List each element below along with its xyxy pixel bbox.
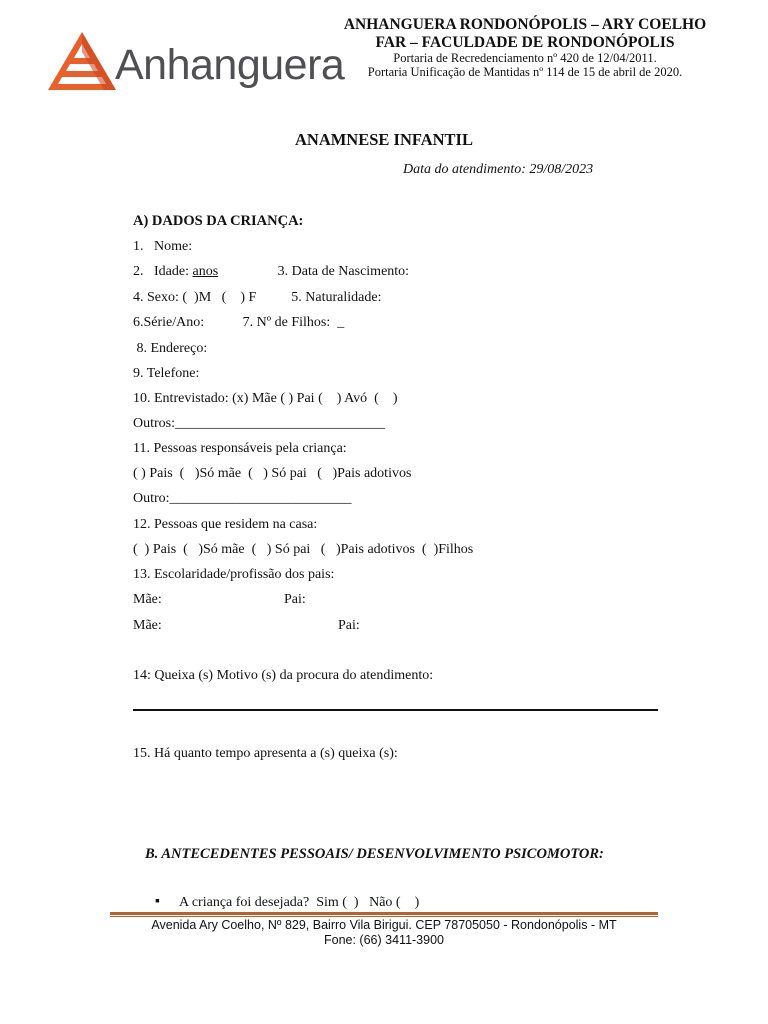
field-serie-filhos: 6.Série/Ano: 7. Nº de Filhos: _ bbox=[133, 315, 345, 330]
field-idade-unit: anos bbox=[192, 264, 219, 279]
logo-wordmark: Anhanguera bbox=[115, 41, 345, 89]
field-responsaveis-options: ( ) Pais ( )Só mãe ( ) Só pai ( )Pais adotivos bbox=[133, 466, 412, 481]
attendance-date: Data do atendimento: 29/08/2023 bbox=[403, 162, 594, 177]
field-idade-nascimento bbox=[133, 264, 409, 280]
section-b-heading: B. ANTECEDENTES PESSOAIS/ DESENVOLVIMENTO PSICOMOTOR: bbox=[145, 846, 604, 862]
portaria-line-2: Portaria Unificação de Mantidas nº 114 de 15 de abril de 2020. bbox=[367, 65, 683, 79]
field-tempo-queixa: 15. Há quanto tempo apresenta a (s) queixa (s): bbox=[133, 746, 398, 761]
portaria-line-1: Portaria de Recredenciamento nº 420 de 12/04/2011. bbox=[393, 51, 657, 65]
bullet-icon: ▪ bbox=[155, 894, 160, 909]
field-idade-label: 2. Idade: bbox=[133, 264, 193, 279]
field-residem-label: 12. Pessoas que residem na casa: bbox=[133, 517, 318, 532]
footer-rule-thin bbox=[110, 916, 658, 917]
footer-phone: Fone: (66) 3411-3900 bbox=[324, 933, 444, 947]
field-telefone: 9. Telefone: bbox=[133, 366, 200, 381]
field-queixa: 14: Queixa (s) Motivo (s) da procura do atendimento: bbox=[133, 668, 434, 683]
field-crianca-desejada: A criança foi desejada? Sim ( ) Não ( ) bbox=[179, 895, 420, 910]
field-escolaridade-label: 13. Escolaridade/profissão dos pais: bbox=[133, 567, 335, 582]
field-outro: Outro:__________________________ bbox=[133, 491, 352, 506]
document-title: ANAMNESE INFANTIL bbox=[294, 130, 473, 149]
field-nome: 1. Nome: bbox=[133, 239, 193, 254]
field-residem-options: ( ) Pais ( )Só mãe ( ) Só pai ( )Pais adotivos ( )Filhos bbox=[133, 542, 474, 557]
field-mae-1: Mãe: bbox=[133, 592, 162, 607]
field-mae-2: Mãe: bbox=[133, 618, 162, 633]
field-outros: Outros:______________________________ bbox=[133, 416, 385, 431]
field-endereco: 8. Endereço: bbox=[133, 341, 208, 356]
field-responsaveis-label: 11. Pessoas responsáveis pela criança: bbox=[133, 441, 347, 456]
field-pai-2: Pai: bbox=[338, 618, 360, 633]
field-nascimento-label: 3. Data de Nascimento: bbox=[218, 264, 410, 279]
field-entrevistado: 10. Entrevistado: (x) Mãe ( ) Pai ( ) Avó ( ) bbox=[133, 391, 398, 406]
footer-rule bbox=[110, 912, 658, 915]
footer-address: Avenida Ary Coelho, Nº 829, Bairro Vila Birigui. CEP 78705050 - Rondonópolis - MT bbox=[151, 918, 617, 932]
institution-name: ANHANGUERA RONDONÓPOLIS – ARY COELHO bbox=[343, 16, 707, 33]
queixa-answer-line bbox=[133, 709, 658, 711]
field-pai-1: Pai: bbox=[284, 592, 306, 607]
logo-triangle-icon bbox=[46, 30, 118, 92]
field-sexo-naturalidade: 4. Sexo: ( )M ( ) F 5. Naturalidade: bbox=[133, 290, 382, 305]
section-a-heading: A) DADOS DA CRIANÇA: bbox=[133, 213, 304, 229]
faculty-name: FAR – FACULDADE DE RONDONÓPOLIS bbox=[375, 34, 675, 51]
